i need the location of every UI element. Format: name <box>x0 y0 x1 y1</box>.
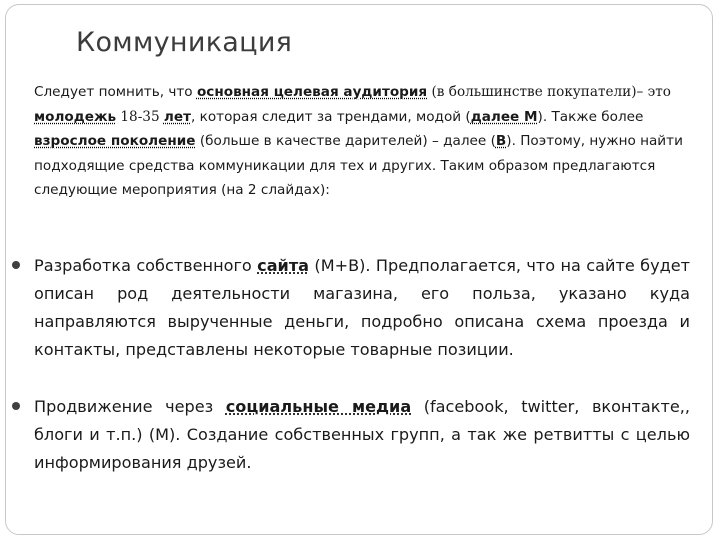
intro-highlight-b: В <box>495 133 507 150</box>
intro-text: ). Также более <box>537 108 644 125</box>
bullet-highlight-social-media: социальные медиа <box>225 397 412 416</box>
bullet-dot <box>12 261 20 269</box>
intro-highlight-older-generation: взрослое поколение <box>34 133 196 150</box>
bullet-item-website <box>34 252 690 364</box>
bullet-dot <box>12 402 20 410</box>
intro-text: , которая следит за трендами, модой ( <box>190 108 471 125</box>
bullet-text: (facebook, twitter, вконтакте,, блоги и т.п.) (М). Создание собственных групп, а так же ретвитты с целью информирования друзей. <box>34 397 690 472</box>
bullet-highlight-website: сайта <box>257 256 310 275</box>
slide-title: Коммуникация <box>76 27 293 58</box>
bullet-item-social-media <box>34 393 690 477</box>
intro-highlight-target-audience: основная целевая аудитория <box>196 84 428 100</box>
intro-text: 18-35 <box>116 108 164 125</box>
intro-text: ). Поэтому, нужно найти подходящие средства коммуникации для тех и других. Таким образом предлагаются следующие мероприятия (на 2 слайдах): <box>34 133 683 199</box>
intro-highlight-youth: молодежь <box>34 108 117 125</box>
intro-text: Следует помнить, что <box>34 84 197 100</box>
bullet-text: Разработка собственного <box>34 256 258 275</box>
intro-highlight-years: лет <box>163 108 191 125</box>
intro-paragraph <box>34 80 694 203</box>
intro-text: (в большинстве покупатели)– это <box>427 84 671 100</box>
bullet-text: Продвижение через <box>34 397 226 416</box>
bullet-text: (М+В). Предполагается, что на сайте будет описан род деятельности магазина, его польза, указано куда направляются вырученные деньги, подробно описана схема проезда и контакты, представлены некоторые товарные позиции. <box>34 256 691 359</box>
intro-highlight-m: далее М <box>470 108 538 125</box>
intro-text: (больше в качестве дарителей) – далее ( <box>195 133 496 150</box>
